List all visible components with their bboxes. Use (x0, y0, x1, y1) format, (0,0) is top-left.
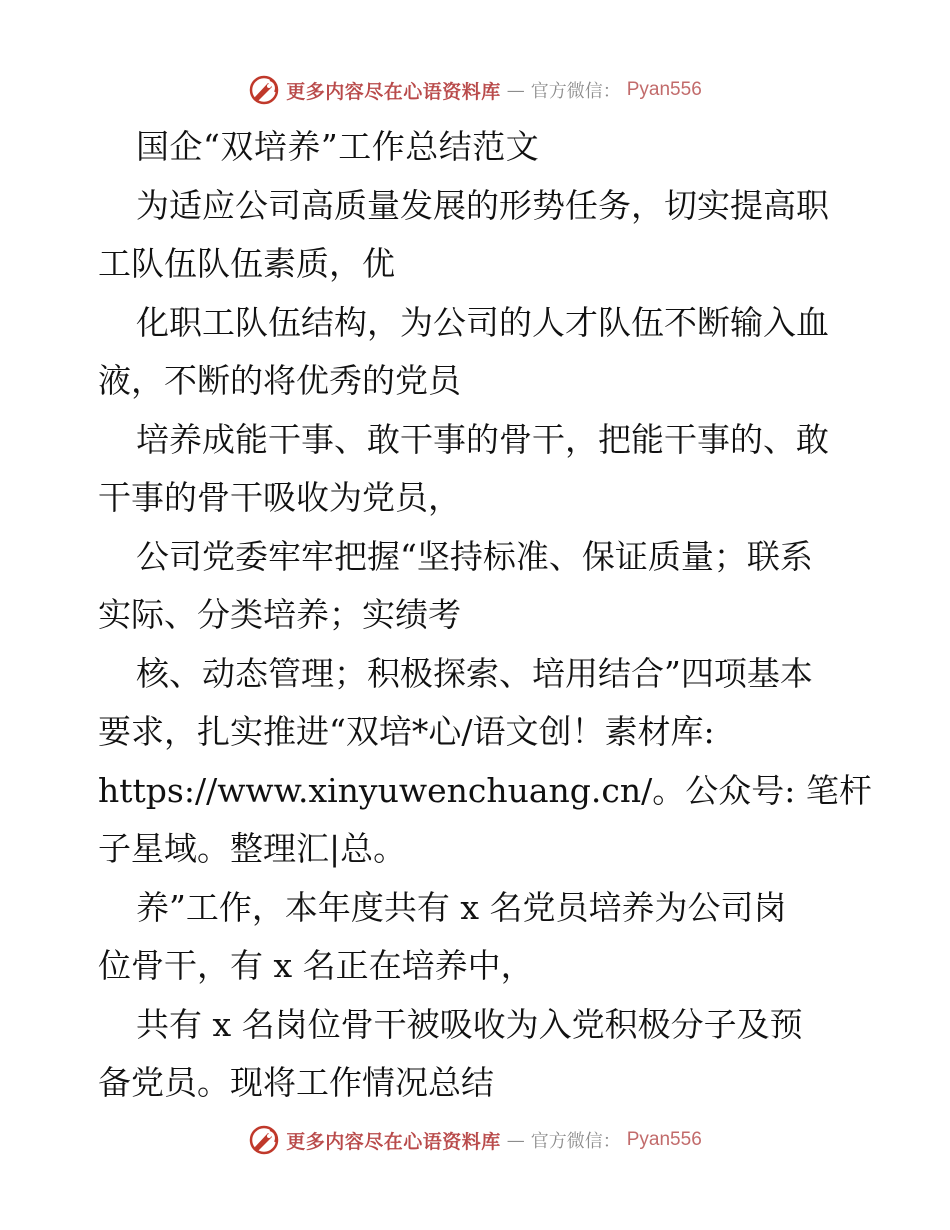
text-line: 核、动态管理；积极探索、培用结合”四项基本 (136, 653, 813, 693)
header-watermark (0, 70, 950, 110)
text-line: 为适应公司高质量发展的形势任务，切实提高职 (136, 185, 829, 225)
watermark-account: Pyan556 (626, 79, 702, 100)
watermark-label: 官方微信： (530, 81, 621, 102)
text-line: 培养成能干事、敢干事的骨干，把能干事的、敢 (136, 419, 829, 459)
text-line: 备党员。现将工作情况总结 (98, 1063, 494, 1102)
footer-watermark (0, 1120, 950, 1160)
pen-nib-logo-icon (248, 74, 280, 106)
text-line-url: https://www.xinyuwenchuang.cn/。公众号: 笔杆 (98, 770, 872, 810)
text-line: 共有 x 名岗位骨干被吸收为入党积极分子及预 (136, 1004, 803, 1044)
pen-nib-logo-icon (248, 1124, 280, 1156)
watermark-dash: — (506, 79, 525, 101)
text-line: 干事的骨干吸收为党员， (98, 478, 461, 517)
text-line: 位骨干，有 x 名正在培养中， (98, 946, 534, 985)
text-line: 子星域。整理汇|总。 (98, 829, 407, 868)
watermark-label: 官方微信： (530, 1131, 621, 1152)
watermark-main-text: 更多内容尽在心语资料库 (286, 80, 501, 103)
watermark-account: Pyan556 (626, 1129, 702, 1150)
text-line: 公司党委牢牢把握“坚持标准、保证质量；联系 (136, 536, 813, 576)
text-line: 养”工作，本年度共有 x 名党员培养为公司岗 (136, 887, 787, 927)
watermark-dash: — (506, 1129, 525, 1151)
text-line: 实际、分类培养；实绩考 (98, 595, 461, 634)
text-line: 液，不断的将优秀的党员 (98, 361, 461, 400)
document-body (98, 118, 872, 1113)
text-line: 要求，扎实推进“双培*心/语文创！素材库: (98, 712, 715, 751)
watermark-main-text: 更多内容尽在心语资料库 (286, 1130, 501, 1153)
text-line: 工队伍队伍素质，优 (98, 244, 395, 283)
document-title: 国企“双培养”工作总结范文 (136, 127, 540, 166)
text-line: 化职工队伍结构，为公司的人才队伍不断输入血 (136, 302, 829, 342)
